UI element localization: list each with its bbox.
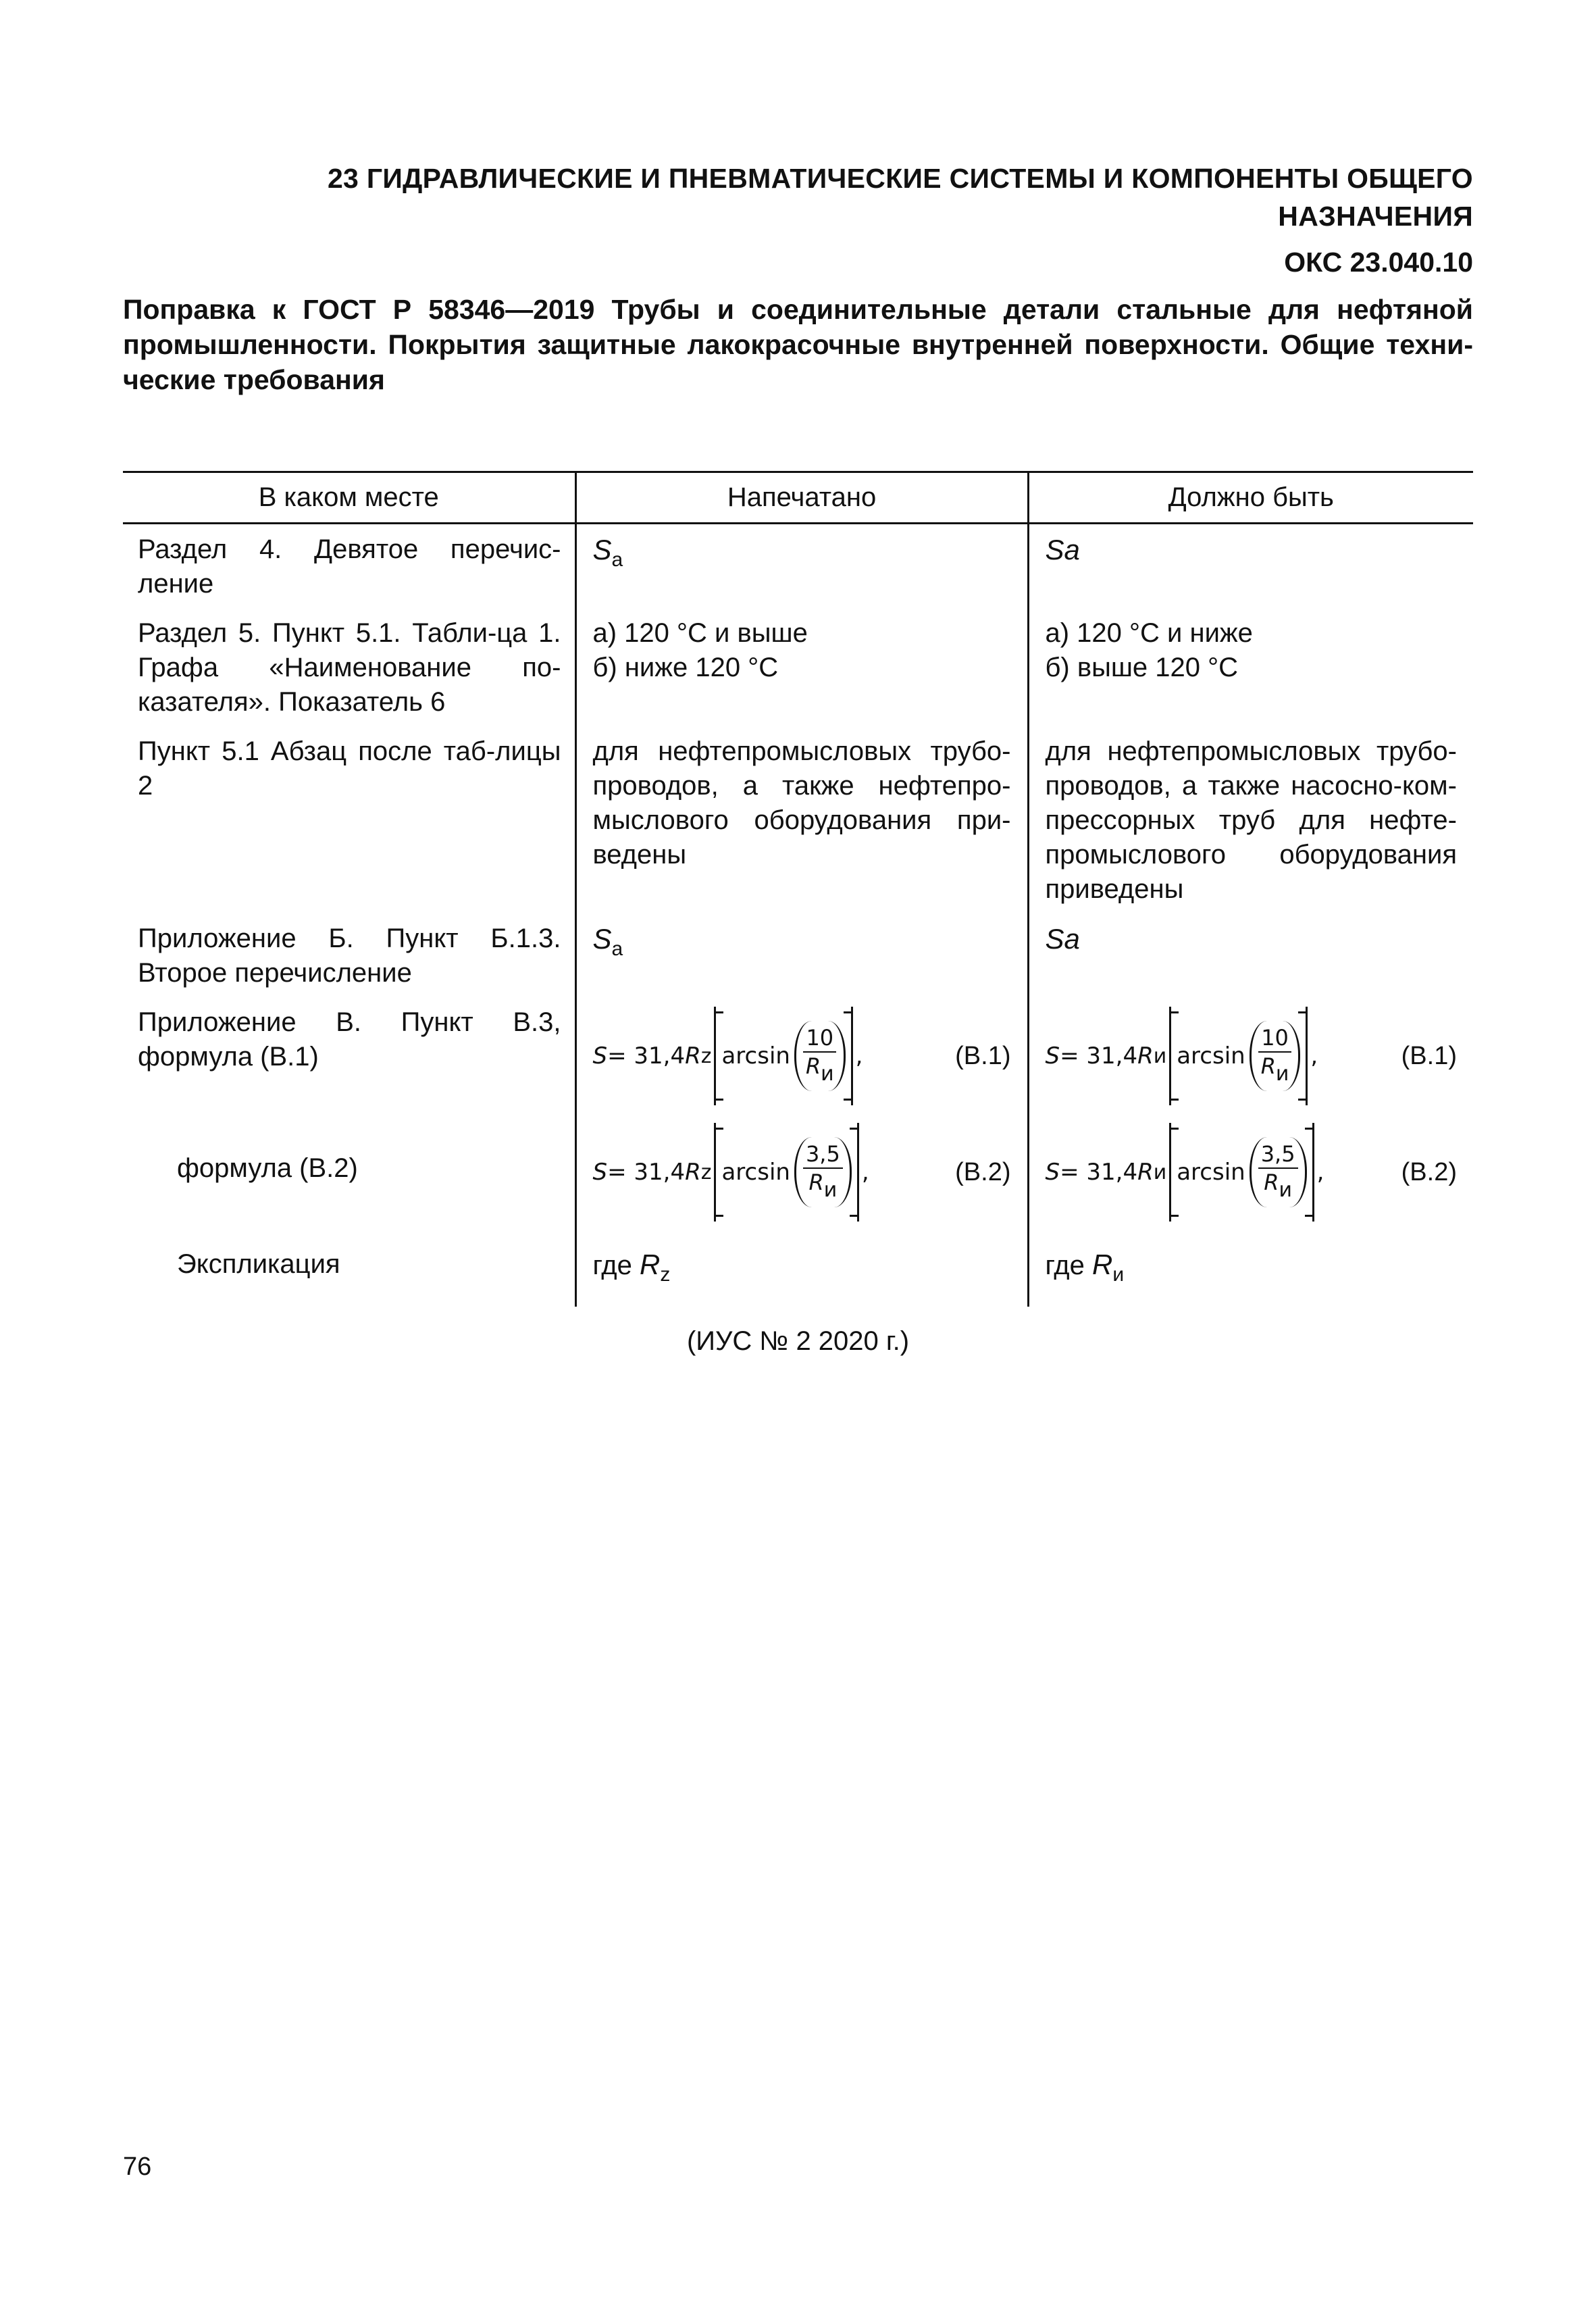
header-printed: Напечатано	[575, 472, 1028, 524]
formula-parens	[794, 1021, 846, 1091]
table-row	[123, 1005, 1473, 1122]
formula-r-sub: z	[700, 1044, 712, 1068]
printed-cell: для нефтепромысловых трубо-проводов, а также нефтепро-мыслового оборудования при-ведены	[575, 734, 1028, 922]
printed-cell	[575, 1122, 1028, 1238]
formula-b2-correct	[1046, 1122, 1458, 1223]
formula-r-sub: и	[1153, 1160, 1167, 1184]
formula-coef: = 31,4	[607, 1158, 686, 1186]
symbol-subscript: и	[1112, 1263, 1125, 1286]
formula-lhs: S	[592, 1158, 608, 1186]
formula-coef: = 31,4	[1060, 1158, 1138, 1186]
formula-lhs: S	[592, 1042, 608, 1070]
formula-number: (В.1)	[1401, 1041, 1457, 1070]
printed-cell	[575, 1238, 1028, 1307]
formula-fraction	[1258, 1024, 1292, 1088]
formula-separator: ,	[1310, 1042, 1318, 1070]
correct-cell	[1028, 1122, 1473, 1238]
formula-separator: ,	[855, 1042, 863, 1070]
table-row	[123, 616, 1473, 734]
section-title-line-1: 23 ГИДРАВЛИЧЕСКИЕ И ПНЕВМАТИЧЕСКИЕ СИСТЕМЫ И КОМПОНЕНТЫ ОБЩЕГО	[327, 163, 1473, 194]
fraction-numerator: 10	[803, 1024, 836, 1053]
formula-b2-printed	[593, 1122, 1011, 1223]
formula-lhs: S	[1045, 1158, 1060, 1186]
table-row	[123, 734, 1473, 922]
symbol: S	[592, 534, 612, 565]
oks-code: ОКС 23.040.10	[1284, 247, 1473, 278]
formula-coef: = 31,4	[607, 1042, 686, 1070]
table-header-row	[123, 472, 1473, 524]
table-row	[123, 1238, 1473, 1307]
printed-line-2: б) ниже 120 °С	[592, 653, 779, 682]
table-row	[123, 524, 1473, 617]
denominator-sub: и	[1275, 1062, 1289, 1086]
printed-cell	[575, 922, 1028, 1005]
place-cell: формула (В.2)	[177, 1153, 358, 1183]
fraction-numerator: 3,5	[803, 1140, 843, 1169]
section-title-line-2: НАЗНАЧЕНИЯ	[1278, 201, 1473, 232]
place-cell: Приложение Б. Пункт Б.1.3. Второе перечисление	[138, 924, 561, 988]
page-number: 76	[123, 2153, 152, 2181]
ius-caption: (ИУС № 2 2020 г.)	[686, 1326, 910, 1356]
symbol-text: Sa	[1045, 923, 1080, 955]
formula-brackets	[714, 1007, 852, 1105]
table-row	[123, 1122, 1473, 1238]
section-title	[190, 159, 1473, 235]
place-cell: Пункт 5.1 Абзац после таб-лицы 2	[138, 736, 561, 801]
formula-fn: arcsin	[721, 1158, 790, 1186]
formula-r: R	[1137, 1158, 1154, 1186]
formula-r: R	[685, 1042, 701, 1070]
fraction-numerator: 10	[1258, 1024, 1291, 1053]
explication-prefix: где	[592, 1251, 640, 1280]
denominator-r: R	[1264, 1169, 1279, 1195]
corrections-table	[123, 471, 1473, 1307]
symbol-text: Sa	[1045, 534, 1080, 565]
formula-coef: = 31,4	[1060, 1042, 1138, 1070]
formula-brackets	[1169, 1123, 1314, 1222]
formula-r-sub: z	[700, 1160, 712, 1184]
formula-r-sub: и	[1153, 1044, 1167, 1068]
formula-separator: ,	[861, 1158, 869, 1186]
formula-parens	[794, 1137, 852, 1207]
formula-lhs: S	[1045, 1042, 1060, 1070]
correct-cell	[1028, 922, 1473, 1005]
formula-r: R	[1137, 1042, 1154, 1070]
printed-cell	[575, 524, 1028, 617]
symbol: S	[592, 923, 612, 955]
formula-separator: ,	[1316, 1158, 1324, 1186]
correct-line-2: б) выше 120 °С	[1045, 653, 1239, 682]
place-cell: Приложение В. Пункт В.3, формула (В.1)	[138, 1007, 561, 1072]
formula-parens	[1250, 1137, 1307, 1207]
symbol: R	[1092, 1249, 1113, 1280]
fraction-denominator	[803, 1053, 837, 1088]
place-cell: Раздел 4. Девятое перечис-ление	[138, 534, 561, 599]
printed-line-1: а) 120 °С и выше	[592, 618, 808, 648]
denominator-r: R	[808, 1169, 824, 1195]
symbol: R	[640, 1249, 661, 1280]
formula-number: (В.2)	[955, 1157, 1011, 1186]
formula-brackets	[714, 1123, 858, 1222]
formula-b1-correct	[1046, 1005, 1458, 1107]
denominator-sub: и	[823, 1178, 838, 1202]
formula-r: R	[685, 1158, 701, 1186]
formula-fn: arcsin	[1177, 1042, 1245, 1070]
correct-cell	[1028, 524, 1473, 617]
correct-line-1: а) 120 °С и ниже	[1045, 618, 1253, 648]
symbol-subscript: z	[660, 1263, 671, 1286]
formula-b1-printed	[593, 1005, 1011, 1107]
correct-cell	[1028, 616, 1473, 734]
formula-fn: arcsin	[721, 1042, 790, 1070]
formula-number: (В.1)	[955, 1041, 1011, 1070]
formula-fraction	[803, 1140, 843, 1204]
denominator-r: R	[805, 1053, 821, 1079]
printed-cell	[575, 1005, 1028, 1122]
correct-cell	[1028, 1005, 1473, 1122]
fraction-denominator	[1258, 1053, 1292, 1088]
explication-prefix: где	[1045, 1251, 1092, 1280]
formula-fraction	[803, 1024, 837, 1088]
formula-brackets	[1169, 1007, 1308, 1105]
symbol-subscript: a	[611, 549, 623, 571]
symbol-subscript: a	[611, 938, 623, 960]
fraction-denominator	[806, 1169, 840, 1204]
formula-number: (В.2)	[1401, 1157, 1457, 1186]
place-cell: Экспликация	[177, 1249, 340, 1279]
header-place: В каком месте	[123, 472, 575, 524]
fraction-denominator	[1261, 1169, 1295, 1204]
header-correct: Должно быть	[1028, 472, 1473, 524]
denominator-r: R	[1260, 1053, 1276, 1079]
place-cell: Раздел 5. Пункт 5.1. Табли-ца 1. Графа «Наименование по-казателя». Показатель 6	[138, 618, 561, 717]
table-row	[123, 922, 1473, 1005]
formula-parens	[1250, 1021, 1301, 1091]
correct-cell: для нефтепромысловых трубо-проводов, а также насосно-ком-прессорных труб для нефте-промыслового оборудования приведены	[1028, 734, 1473, 922]
printed-cell	[575, 616, 1028, 734]
denominator-sub: и	[1279, 1178, 1292, 1202]
formula-fn: arcsin	[1177, 1158, 1245, 1186]
formula-fraction	[1258, 1140, 1298, 1204]
fraction-numerator: 3,5	[1258, 1140, 1298, 1169]
amendment-title: Поправка к ГОСТ Р 58346—2019 Трубы и соединительные детали стальные для нефтяной промышленности. Покрытия защитные лакокрасочные внутренней поверхности. Общие техни-ческие требования	[123, 294, 1473, 395]
correct-cell	[1028, 1238, 1473, 1307]
denominator-sub: и	[821, 1062, 834, 1086]
